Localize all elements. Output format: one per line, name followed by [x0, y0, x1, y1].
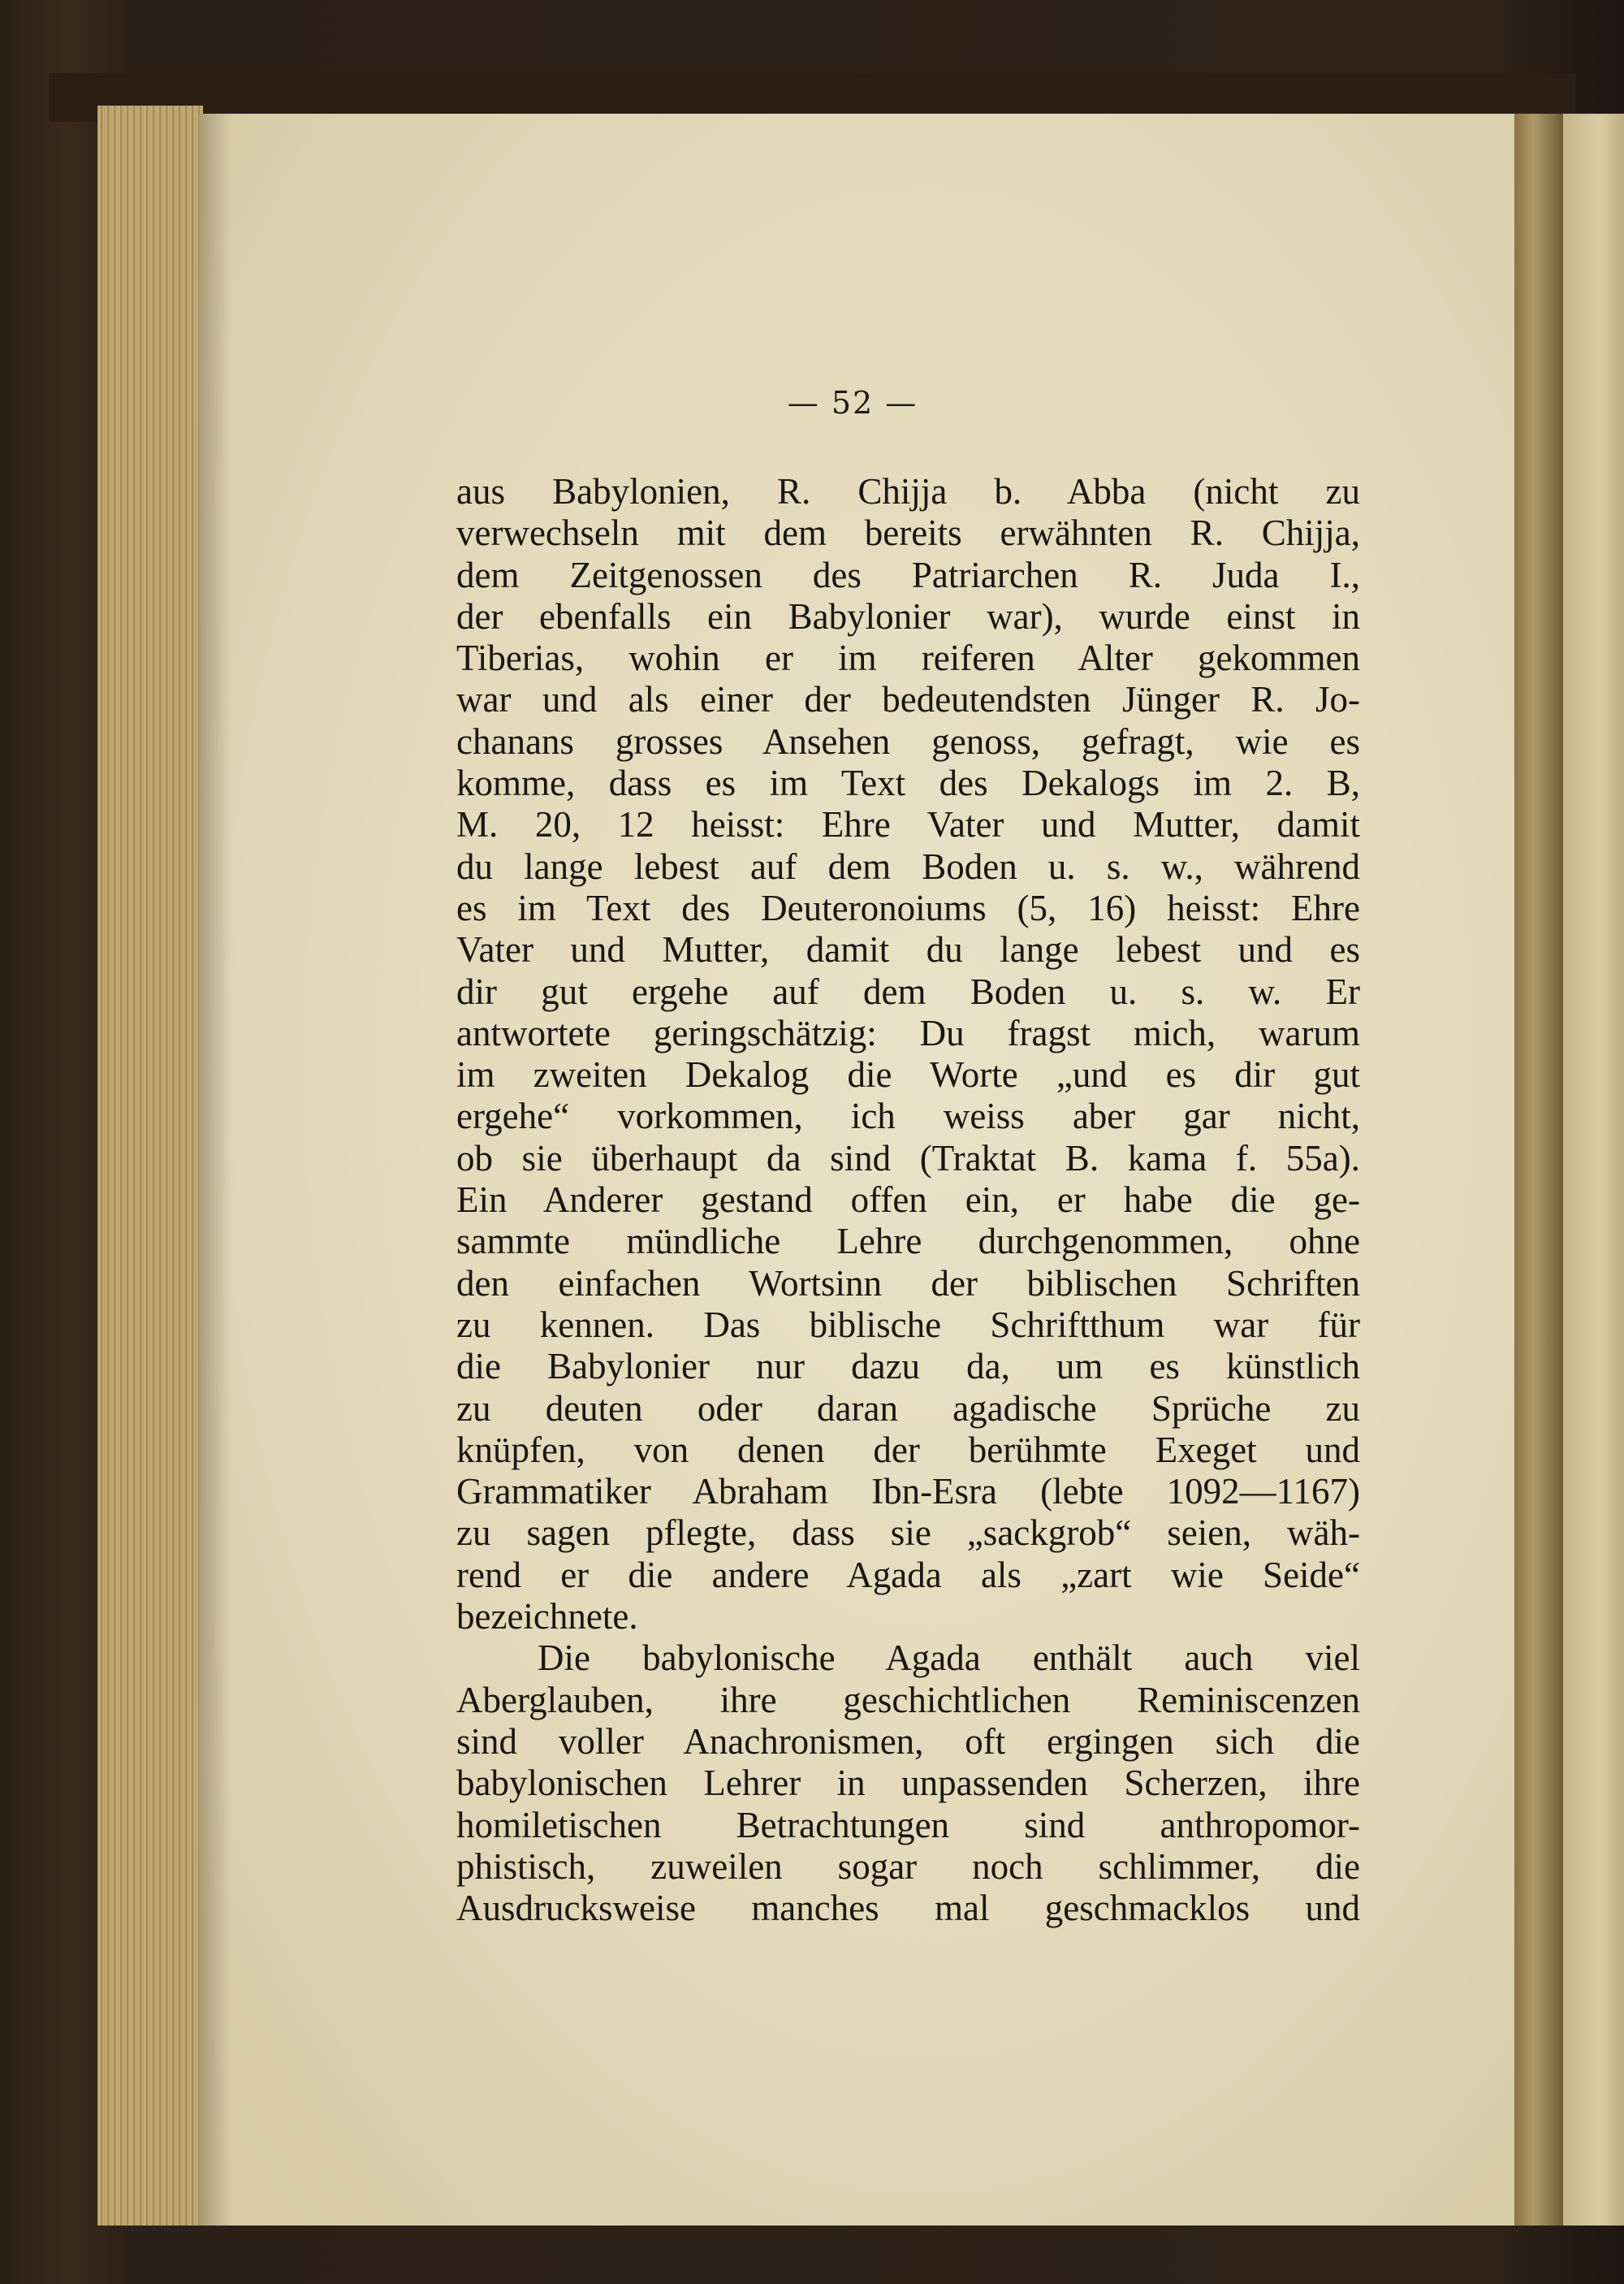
text-line: chanans grosses Ansehen genoss, gefragt, wie es: [456, 720, 1360, 762]
text-line: Aberglauben, ihre geschichtlichen Reminiscenzen: [456, 1679, 1360, 1720]
page-edge-right: [1514, 114, 1563, 2226]
text-line: dir gut ergehe auf dem Boden u. s. w. Er: [456, 971, 1360, 1012]
text-line: bezeichnete.: [456, 1596, 638, 1637]
text-line: ergehe“ vorkommen, ich weiss aber gar nicht,: [456, 1096, 1360, 1137]
text-line: Ausdrucksweise manches mal geschmacklos und: [456, 1888, 1360, 1929]
text-line: rend er die andere Agada als „zart wie Seide“: [456, 1554, 1360, 1595]
text-line: babylonischen Lehrer in unpassenden Scherzen, ihre: [456, 1763, 1360, 1804]
text-line: Vater und Mutter, damit du lange lebest und es: [456, 929, 1360, 971]
text-line: M. 20, 12 heisst: Ehre Vater und Mutter, damit: [456, 804, 1360, 846]
text-line: ob sie überhaupt da sind (Traktat B. kama f. 55a).: [456, 1137, 1360, 1179]
text-line: im zweiten Dekalog die Worte „und es dir gut: [456, 1054, 1360, 1096]
text-line: du lange lebest auf dem Boden u. s. w., während: [456, 846, 1360, 887]
text-line: phistisch, zuweilen sogar noch schlimmer, die: [456, 1845, 1360, 1887]
text-line: den einfachen Wortsinn der biblischen Schriften: [456, 1262, 1360, 1304]
text-line: dem Zeitgenossen des Patriarchen R. Juda I.,: [456, 554, 1360, 595]
text-line: Grammatiker Abraham Ibn-Esra (lebte 1092—1167): [456, 1471, 1360, 1512]
text-line: es im Text des Deuteronoiums (5, 16) heisst: Ehre: [456, 887, 1360, 928]
text-line: zu deuten oder daran agadische Sprüche zu: [456, 1387, 1360, 1429]
opposite-page-sliver: [1563, 114, 1624, 2226]
text-line: der ebenfalls ein Babylonier war), wurde einst in: [456, 595, 1360, 637]
text-line: war und als einer der bedeutendsten Jünger R. Jo-: [456, 679, 1360, 720]
text-line: antwortete geringschätzig: Du fragst mich, warum: [456, 1012, 1360, 1053]
body-text: [456, 471, 1360, 1929]
text-line: komme, dass es im Text des Dekalogs im 2. B,: [456, 763, 1360, 804]
text-line: die Babylonier nur dazu da, um es künstlich: [456, 1346, 1360, 1387]
gutter-shadow: [199, 114, 231, 2226]
text-line: Ein Anderer gestand offen ein, er habe die ge-: [456, 1179, 1360, 1221]
text-line: sind voller Anachronismen, oft ergingen sich die: [456, 1720, 1360, 1762]
text-line: aus Babylonien, R. Chijja b. Abba (nicht zu: [456, 471, 1360, 512]
text-line: homiletischen Betrachtungen sind anthropomor-: [456, 1804, 1360, 1845]
text-line: verwechseln mit dem bereits erwähnten R. Chijja,: [456, 513, 1360, 554]
text-line: sammte mündliche Lehre durchgenommen, ohne: [456, 1221, 1360, 1262]
text-line: zu kennen. Das biblische Schriftthum war für: [456, 1304, 1360, 1345]
text-line: knüpfen, von denen der berühmte Exeget und: [456, 1429, 1360, 1470]
page-number: — 52 —: [787, 385, 918, 421]
text-line: Tiberias, wohin er im reiferen Alter gekommen: [456, 638, 1360, 679]
paragraph-first-line: Die babylonische Agada enthält auch viel: [538, 1637, 1360, 1679]
page-edges-left: [97, 106, 203, 2226]
text-line: zu sagen pflegte, dass sie „sackgrob“ seien, wäh-: [456, 1512, 1360, 1554]
